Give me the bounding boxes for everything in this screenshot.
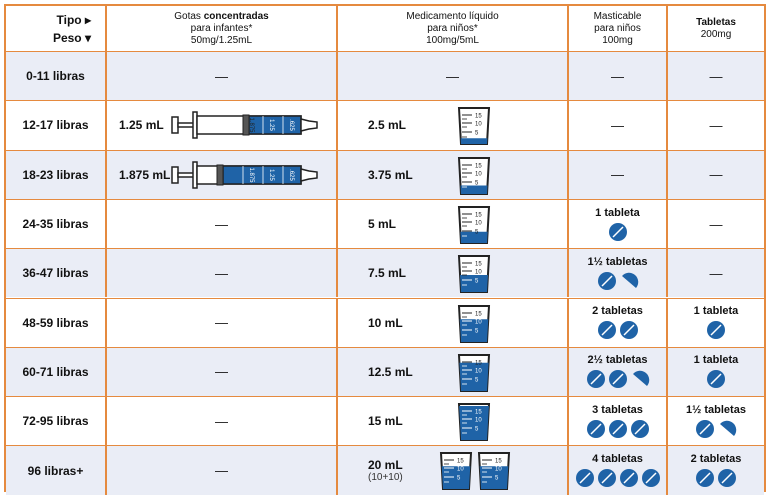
header-tab-l1: Tabletas <box>696 16 736 28</box>
chewable-cell <box>567 249 666 297</box>
cup-scale-label: 15 <box>475 360 482 367</box>
header-row <box>6 6 764 51</box>
weight-cell: 18-23 libras <box>22 167 89 182</box>
tablet-icon <box>575 468 595 488</box>
cup-scale-label: 5 <box>475 229 479 236</box>
drops-cell <box>105 299 336 347</box>
cup-scale-label: 15 <box>495 458 502 465</box>
header-drops-l1a: Gotas <box>174 10 204 22</box>
table-row <box>6 396 764 445</box>
syringe-scale-label: .625 <box>288 119 294 132</box>
liquid-dose-value: 7.5 mL <box>368 266 407 281</box>
tablet-icon <box>586 369 606 389</box>
tablet-icon <box>597 468 617 488</box>
chewable-tablets <box>597 271 639 291</box>
liquid-dose-value: 20 mL <box>368 458 403 473</box>
liquid-dose-label <box>368 316 403 330</box>
syringe-scale-label: .625 <box>288 168 294 181</box>
header-chew-l1: Masticable <box>593 10 642 22</box>
cup-scale-label: 15 <box>475 311 482 317</box>
header-liquid-l3: 100mg/5mL <box>426 34 479 46</box>
cup-scale-label: 10 <box>475 319 482 325</box>
tablets-cell <box>666 397 764 445</box>
chewable-dose-label: 4 tabletas <box>592 453 643 466</box>
drops-cell <box>105 249 336 297</box>
measuring-cup-icon <box>456 401 492 443</box>
chewable-dash: — <box>611 167 624 183</box>
liquid-cell <box>336 101 567 149</box>
header-chewable <box>567 6 666 51</box>
header-tab-l2: 200mg <box>700 28 732 40</box>
drops-dose-label: 1.25 mL <box>119 118 164 133</box>
chewable-tablets <box>586 369 650 389</box>
cup-scale-label: 5 <box>475 180 479 187</box>
cup-scale-label: 15 <box>475 409 482 416</box>
measuring-cup-icon <box>456 253 492 295</box>
weight-cell: 48-59 libras <box>22 315 89 330</box>
cup-scale-label: 10 <box>475 171 482 178</box>
cup-scale-label: 5 <box>495 475 499 482</box>
drops-dash: — <box>215 463 228 479</box>
tablet-group <box>695 468 737 488</box>
cup-scale-label: 15 <box>475 163 482 170</box>
half-tablet-icon <box>630 369 650 389</box>
measuring-cup-icon <box>456 105 492 147</box>
tablets-dose-label: 2 tabletas <box>690 453 742 466</box>
tablets-dose-label: 1 tableta <box>693 305 739 318</box>
header-peso: Peso ▾ <box>52 30 91 45</box>
drops-dash: — <box>215 364 228 380</box>
header-drops-l2: para infantes* <box>190 22 253 34</box>
cup-scale-label: 15 <box>475 113 482 120</box>
cup-scale-label: 15 <box>475 212 482 219</box>
tablet-icon <box>597 320 617 340</box>
chewable-cell <box>567 200 666 248</box>
table-row <box>6 199 764 248</box>
cup-scale-label: 10 <box>475 269 482 276</box>
chewable-dose-label: 1½ tabletas <box>587 255 648 268</box>
tablet-group <box>695 419 737 439</box>
syringe-scale-label: 1.25 <box>268 119 274 132</box>
table-row <box>6 445 764 494</box>
weight-cell: 36-47 libras <box>22 266 89 281</box>
table-row <box>6 248 764 297</box>
cup-scale-label: 10 <box>475 220 482 227</box>
header-chew-l2: para niños <box>594 22 641 34</box>
drops-dose-label: 1.875 mL <box>119 167 171 182</box>
cup-scale-label: 5 <box>475 426 479 433</box>
liquid-dose-label <box>368 217 396 231</box>
tablet-icon <box>706 369 726 389</box>
syringe-icon <box>171 108 321 142</box>
cup-scale-label: 5 <box>457 475 461 482</box>
liquid-cell <box>336 52 567 100</box>
measuring-cup-icon <box>456 352 492 394</box>
chewable-cell <box>567 397 666 445</box>
cup-scale-label: 10 <box>475 417 482 424</box>
liquid-dose-label <box>368 458 403 483</box>
chewable-tablets <box>608 222 628 242</box>
cup-scale-label: 10 <box>475 121 482 128</box>
tablet-icon <box>619 468 639 488</box>
cup-scale-label: 10 <box>475 368 482 375</box>
cup-scale-label: 5 <box>475 278 479 285</box>
liquid-cell <box>336 446 567 494</box>
tablet-icon <box>695 419 715 439</box>
tablet-icon <box>608 419 628 439</box>
liquid-dose-value: 5 mL <box>368 217 397 232</box>
header-tipo: Tipo ▸ <box>56 12 91 27</box>
chewable-dose-label: 1 tableta <box>595 206 640 219</box>
tablets-dose-label: 1 tableta <box>693 354 739 367</box>
header-liquid-l2: para niños* <box>427 22 478 34</box>
header-chew-l3: 100mg <box>602 34 633 46</box>
measuring-cup-icon <box>476 450 512 492</box>
liquid-dose-value: 10 mL <box>368 315 403 330</box>
tablet-icon <box>641 468 661 488</box>
measuring-cup-icon <box>456 204 492 246</box>
tablet-icon <box>630 419 650 439</box>
weight-cell: 60-71 libras <box>22 364 89 379</box>
cup-scale-label: 15 <box>475 261 482 268</box>
chewable-dose-label: 2 tabletas <box>592 305 643 318</box>
drops-cell <box>105 52 336 100</box>
tablets-dash: — <box>709 216 723 232</box>
tablets-cell <box>666 348 764 396</box>
table-row <box>6 347 764 396</box>
tablet-icon <box>597 271 617 291</box>
drops-dash: — <box>215 413 228 429</box>
drops-cell <box>105 200 336 248</box>
liquid-dose-label <box>368 365 413 379</box>
tablets-cell <box>666 200 764 248</box>
dosage-table <box>4 4 766 492</box>
liquid-cell <box>336 249 567 297</box>
liquid-dose-value: 2.5 mL <box>368 118 407 133</box>
weight-cell: 24-35 libras <box>22 217 89 232</box>
chewable-dash: — <box>611 68 624 84</box>
chewable-cell <box>567 348 666 396</box>
table-row <box>6 100 764 149</box>
header-tablets <box>666 6 764 51</box>
chewable-tablets <box>597 320 639 340</box>
measuring-cup-icon <box>438 450 474 492</box>
drops-cell <box>105 151 336 199</box>
syringe-scale-label: 1.25 <box>268 168 274 181</box>
liquid-cell <box>336 397 567 445</box>
measuring-cup-icon <box>456 303 492 345</box>
tablet-icon <box>717 468 737 488</box>
chewable-dash: — <box>611 117 624 133</box>
table-row <box>6 51 764 100</box>
drops-cell <box>105 348 336 396</box>
chewable-tablets <box>575 468 661 488</box>
chewable-cell <box>567 299 666 347</box>
tablet-group <box>706 320 726 340</box>
tablets-dose-label: 1½ tabletas <box>686 403 746 416</box>
drops-cell <box>105 101 336 149</box>
tablets-cell <box>666 52 764 100</box>
weight-cell: 12-17 libras <box>22 118 89 133</box>
table-row <box>6 150 764 199</box>
tablet-group <box>706 369 726 389</box>
liquid-dose-sub: (10+10) <box>368 472 403 484</box>
tablet-icon <box>706 320 726 340</box>
chewable-tablets <box>586 419 650 439</box>
header-liquid <box>336 6 567 51</box>
chewable-cell <box>567 101 666 149</box>
tablets-cell <box>666 446 764 494</box>
chewable-cell <box>567 446 666 494</box>
cup-scale-label: 10 <box>457 466 464 473</box>
table-row <box>6 298 764 347</box>
header-liquid-l1: Medicamento líquido <box>406 10 499 22</box>
chewable-dose-label: 2½ tabletas <box>587 354 648 367</box>
tablets-dash: — <box>709 117 723 133</box>
liquid-dose-label <box>368 118 406 132</box>
liquid-dose-value: 12.5 mL <box>368 364 413 379</box>
header-drops-l3: 50mg/1.25mL <box>190 34 253 46</box>
tablet-icon <box>608 222 628 242</box>
liquid-cell <box>336 299 567 347</box>
liquid-dose-value: 15 mL <box>368 414 403 429</box>
header-drops-l1b: concentradas <box>203 10 269 22</box>
liquid-dose-label <box>368 266 406 280</box>
liquid-cell <box>336 200 567 248</box>
weight-cell: 72-95 libras <box>22 414 89 429</box>
tablet-icon <box>586 419 606 439</box>
chewable-cell <box>567 151 666 199</box>
liquid-dash: — <box>446 68 459 84</box>
weight-cell: 96 libras+ <box>27 463 84 478</box>
drops-cell <box>105 446 336 494</box>
liquid-dose-label <box>368 168 413 182</box>
liquid-cell <box>336 348 567 396</box>
header-type-weight <box>6 6 105 51</box>
weight-cell: 0-11 libras <box>26 69 85 84</box>
header-drops <box>105 6 336 51</box>
tablets-cell <box>666 249 764 297</box>
chewable-cell <box>567 52 666 100</box>
measuring-cup-icon <box>456 155 492 197</box>
liquid-dose-label <box>368 414 403 428</box>
chewable-dose-label: 3 tabletas <box>592 403 643 416</box>
half-tablet-icon <box>619 271 639 291</box>
half-tablet-icon <box>717 419 737 439</box>
cup-scale-label: 15 <box>457 458 464 465</box>
cup-scale-label: 5 <box>475 328 479 334</box>
drops-dash: — <box>215 265 228 281</box>
syringe-scale-label: 1.875 <box>248 167 254 183</box>
cup-scale-label: 5 <box>475 377 479 384</box>
drops-dash: — <box>215 68 228 84</box>
drops-dash: — <box>215 216 228 232</box>
tablets-dash: — <box>709 265 723 281</box>
tablets-cell <box>666 101 764 149</box>
tablets-cell <box>666 299 764 347</box>
liquid-dose-value: 3.75 mL <box>368 167 413 182</box>
syringe-icon <box>171 158 321 192</box>
liquid-cell <box>336 151 567 199</box>
cup-scale-label: 5 <box>475 130 479 137</box>
tablet-icon <box>695 468 715 488</box>
syringe-scale-label: 1.875 <box>248 117 254 133</box>
drops-cell <box>105 397 336 445</box>
tablet-icon <box>619 320 639 340</box>
tablets-cell <box>666 151 764 199</box>
tablet-icon <box>608 369 628 389</box>
tablets-dash: — <box>709 167 723 183</box>
tablets-dash: — <box>709 68 723 84</box>
cup-scale-label: 10 <box>495 466 502 473</box>
drops-dash: — <box>215 315 228 331</box>
